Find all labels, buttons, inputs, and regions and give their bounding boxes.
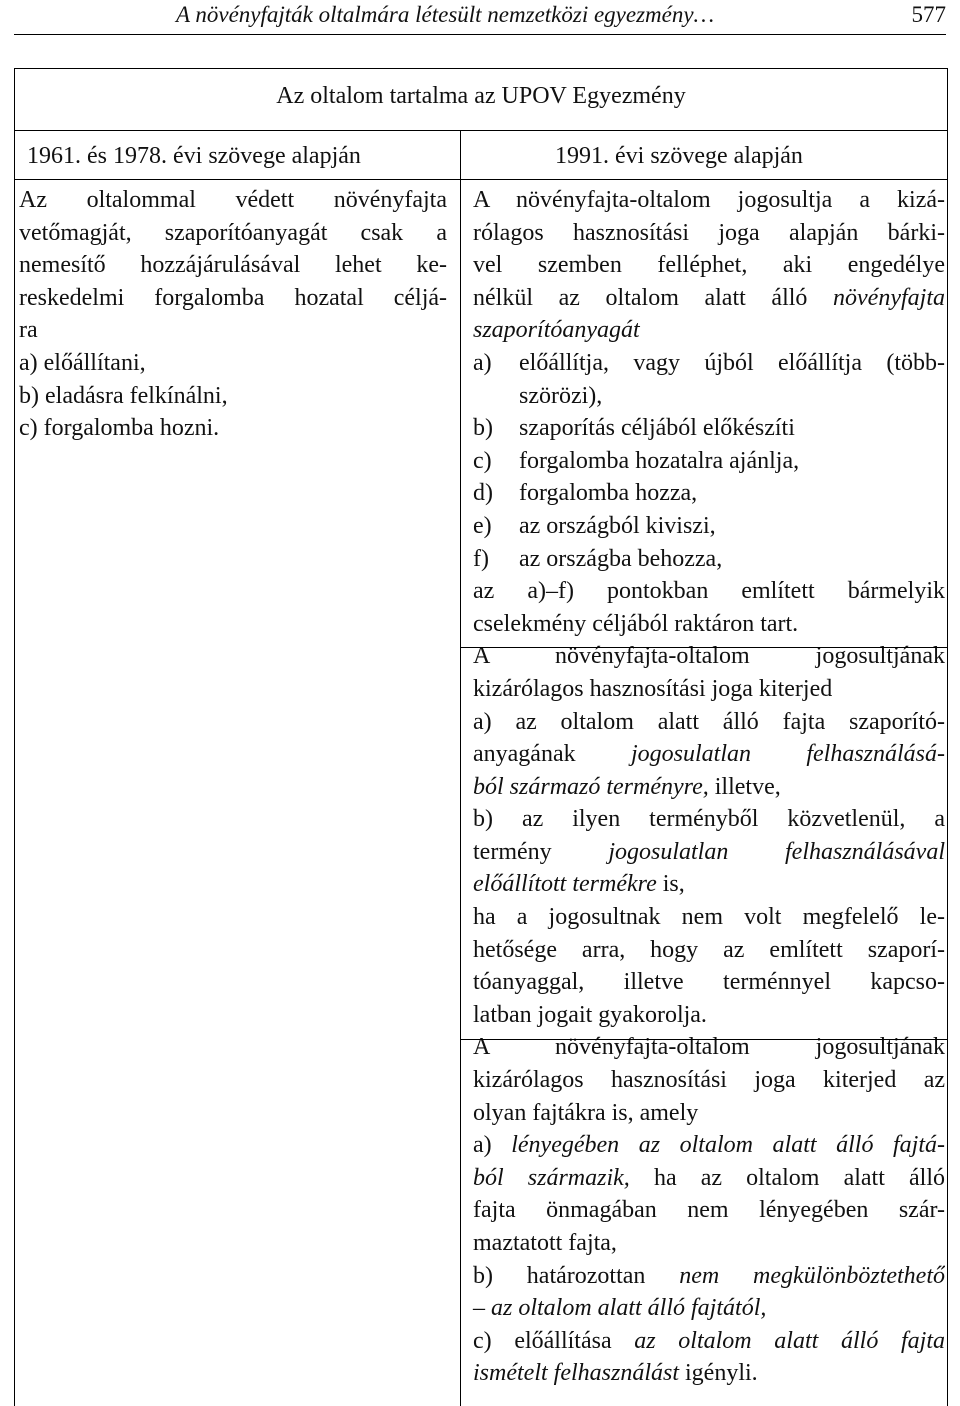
- right-text: a): [473, 1132, 492, 1159]
- left-item: a) előállítani,: [19, 349, 146, 376]
- item-text: forgalomba hozza,: [519, 480, 698, 507]
- right-line: [473, 1129, 945, 1162]
- item-label: b): [473, 415, 493, 442]
- header-divider: [15, 179, 947, 180]
- right-line: A növényfajta-oltalom jogosultja a kizá-: [473, 187, 945, 213]
- right-line: kizárólagos hasznosítási joga kiterjed az: [473, 1067, 945, 1094]
- right-item: [473, 543, 945, 576]
- item-label: f): [473, 545, 489, 572]
- right-line: [473, 738, 945, 771]
- right-line: maztatott fajta,: [473, 1230, 617, 1256]
- right-line: vel szemben felléphet, aki engedélye: [473, 252, 945, 279]
- right-line: rólagos hasznosítási joga alapján bárki-: [473, 219, 945, 246]
- right-column-text: [473, 184, 945, 1390]
- column-head-right: 1991. évi szövege alapján: [555, 143, 803, 169]
- left-line: Az oltalommal védett növényfajta: [19, 187, 447, 213]
- item-text: szaporítás céljából előkészíti: [519, 415, 795, 442]
- column-head-left: 1961. és 1978. évi szövege alapján: [27, 143, 361, 169]
- right-line: cselekmény céljából raktáron tart.: [473, 610, 799, 637]
- right-italic: jogosulatlan felhasználásával: [608, 838, 945, 865]
- right-italic: lényegében az oltalom alatt álló fajtá-: [511, 1132, 945, 1159]
- item-label: d): [473, 480, 493, 507]
- left-item: c) forgalomba hozni.: [19, 415, 220, 442]
- right-line: olyan fajtákra is, amely: [473, 1099, 699, 1126]
- right-text: illetve,: [714, 773, 781, 800]
- running-header: [14, 0, 946, 35]
- right-text: termény: [473, 838, 552, 865]
- right-text: nélkül az oltalom alatt álló: [473, 284, 808, 311]
- left-item: b) eladásra felkínálni,: [19, 382, 228, 409]
- right-line: [473, 868, 945, 901]
- left-line: vetőmagját, szaporítóanyagát csak a: [19, 219, 447, 246]
- right-italic: az oltalom alatt álló fajta: [634, 1327, 945, 1354]
- right-italic: – az oltalom alatt álló fajtától,: [473, 1295, 767, 1322]
- item-text: előállítja, vagy újból előállítja (több-: [519, 349, 945, 376]
- right-item: [473, 445, 945, 478]
- right-text: ha az oltalom alatt álló: [653, 1164, 945, 1191]
- right-italic: ból származó terményre,: [473, 773, 709, 800]
- right-line: A növényfajta-oltalom jogosultjának: [473, 1034, 945, 1061]
- right-line: [473, 771, 945, 804]
- left-line: ra: [19, 317, 38, 344]
- right-text: igényli.: [685, 1360, 758, 1387]
- right-item: [473, 347, 945, 380]
- right-italic: növényfajta: [833, 284, 945, 311]
- item-text: forgalomba hozatalra ajánlja,: [519, 447, 800, 474]
- right-line: [473, 1292, 945, 1325]
- running-title: A növényfajták oltalmára létesült nemzetközi egyezmény…: [176, 2, 715, 27]
- right-line: kizárólagos hasznosítási joga kiterjed: [473, 675, 833, 702]
- right-line: [473, 314, 945, 347]
- item-text: szörözi),: [519, 382, 603, 409]
- right-item: [473, 510, 945, 543]
- right-line: [473, 1260, 945, 1293]
- right-block-divider: [460, 1039, 947, 1040]
- right-item: [473, 412, 945, 445]
- right-line: [473, 1357, 945, 1390]
- right-italic: ismételt felhasználást: [473, 1360, 679, 1387]
- right-block-divider: [460, 647, 947, 648]
- right-item: [473, 477, 945, 510]
- right-line: A növényfajta-oltalom jogosultjának: [473, 643, 945, 670]
- right-italic: jogosulatlan felhasználásá-: [630, 741, 945, 768]
- item-label: c): [473, 447, 492, 474]
- right-italic: ból származik,: [473, 1164, 630, 1191]
- right-line: [473, 1325, 945, 1358]
- right-line: a) az oltalom alatt álló fajta szaporító-: [473, 708, 945, 735]
- right-item-cont: [473, 380, 945, 413]
- table-title: Az oltalom tartalma az UPOV Egyezmény: [276, 83, 686, 109]
- item-text: az országból kiviszi,: [519, 512, 716, 539]
- right-text: b) határozottan: [473, 1262, 646, 1289]
- right-line: ha a jogosultnak nem volt megfelelő le-: [473, 904, 945, 931]
- right-line: tóanyaggal, illetve terménnyel kapcso-: [473, 969, 945, 996]
- table-title-row: [15, 69, 947, 131]
- right-line: [473, 282, 945, 315]
- right-line: [473, 1162, 945, 1195]
- right-line: b) az ilyen terményből közvetlenül, a: [473, 806, 945, 833]
- item-label: e): [473, 512, 492, 539]
- right-italic: szaporítóanyagát: [473, 317, 640, 344]
- column-divider: [460, 131, 461, 1406]
- right-line: az a)–f) pontokban említett bármelyik: [473, 578, 945, 605]
- left-line: nemesítő hozzájárulásával lehet ke-: [19, 252, 447, 279]
- right-line: [473, 836, 945, 869]
- right-text: anyagának: [473, 741, 576, 768]
- right-line: latban jogait gyakorolja.: [473, 1001, 707, 1028]
- item-label: a): [473, 349, 492, 376]
- left-line: reskedelmi forgalomba hozatal céljá-: [19, 284, 447, 311]
- page-number: 577: [911, 2, 946, 27]
- item-text: az országba behozza,: [519, 545, 723, 572]
- right-line: hetősége arra, hogy az említett szaporí-: [473, 936, 945, 963]
- right-italic: nem megkülönböztethető: [679, 1262, 945, 1289]
- left-column-text: [19, 184, 447, 445]
- right-text: c) előállítása: [473, 1327, 612, 1354]
- right-italic: előállított termékre: [473, 871, 657, 898]
- right-text: is,: [662, 871, 685, 898]
- right-line: fajta önmagában nem lényegében szár-: [473, 1197, 945, 1224]
- comparison-table: [14, 68, 948, 1406]
